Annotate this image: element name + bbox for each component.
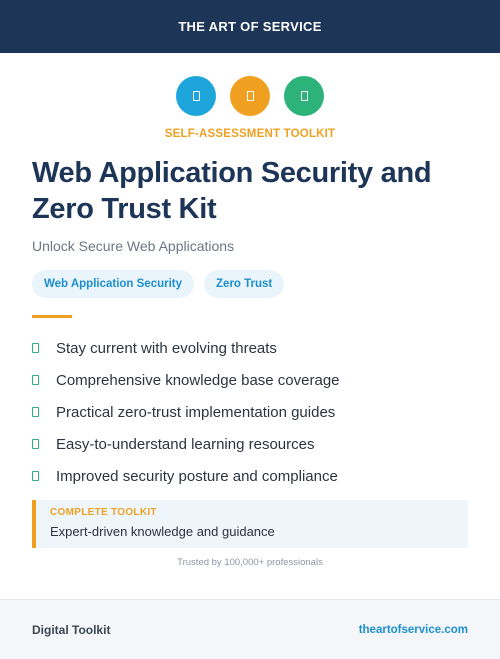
kicker-label: SELF-ASSESSMENT TOOLKIT [164, 128, 336, 140]
feature-text: Comprehensive knowledge base coverage [56, 371, 340, 389]
tag-list [32, 270, 284, 298]
page-title: Web Application Security and Zero Trust Kit [32, 157, 432, 225]
accent-divider [32, 315, 72, 318]
feature-item [32, 460, 340, 492]
callout-text: Expert-driven knowledge and guidance [50, 524, 275, 539]
document-icon [284, 76, 324, 116]
website-link[interactable]: theartofservice.com [358, 623, 468, 636]
brand-name: THE ART OF SERVICE [178, 19, 322, 34]
check-icon [32, 471, 39, 481]
header-bar [0, 0, 500, 53]
check-icon [32, 407, 39, 417]
check-icon [32, 439, 39, 449]
feature-item [32, 428, 340, 460]
document-icon [176, 76, 216, 116]
tag-zero-trust[interactable]: Zero Trust [204, 270, 284, 298]
feature-list [32, 332, 340, 492]
feature-text: Practical zero-trust implementation guides [56, 403, 336, 421]
check-icon [32, 375, 39, 385]
icon-row [0, 76, 500, 116]
feature-item [32, 364, 340, 396]
tag-web-application-security[interactable]: Web Application Security [32, 270, 194, 298]
document-icon [230, 76, 270, 116]
callout-label: COMPLETE TOOLKIT [50, 507, 157, 518]
feature-text: Stay current with evolving threats [56, 339, 277, 357]
toolkit-callout [32, 500, 468, 548]
feature-item [32, 396, 340, 428]
check-icon [32, 343, 39, 353]
subtitle: Unlock Secure Web Applications [32, 238, 235, 254]
footer-label: Digital Toolkit [32, 622, 111, 637]
feature-text: Easy-to-understand learning resources [56, 435, 315, 453]
footer [0, 599, 500, 659]
feature-item [32, 332, 340, 364]
trust-note: Trusted by 100,000+ professionals [177, 557, 323, 568]
feature-text: Improved security posture and compliance [56, 467, 338, 485]
